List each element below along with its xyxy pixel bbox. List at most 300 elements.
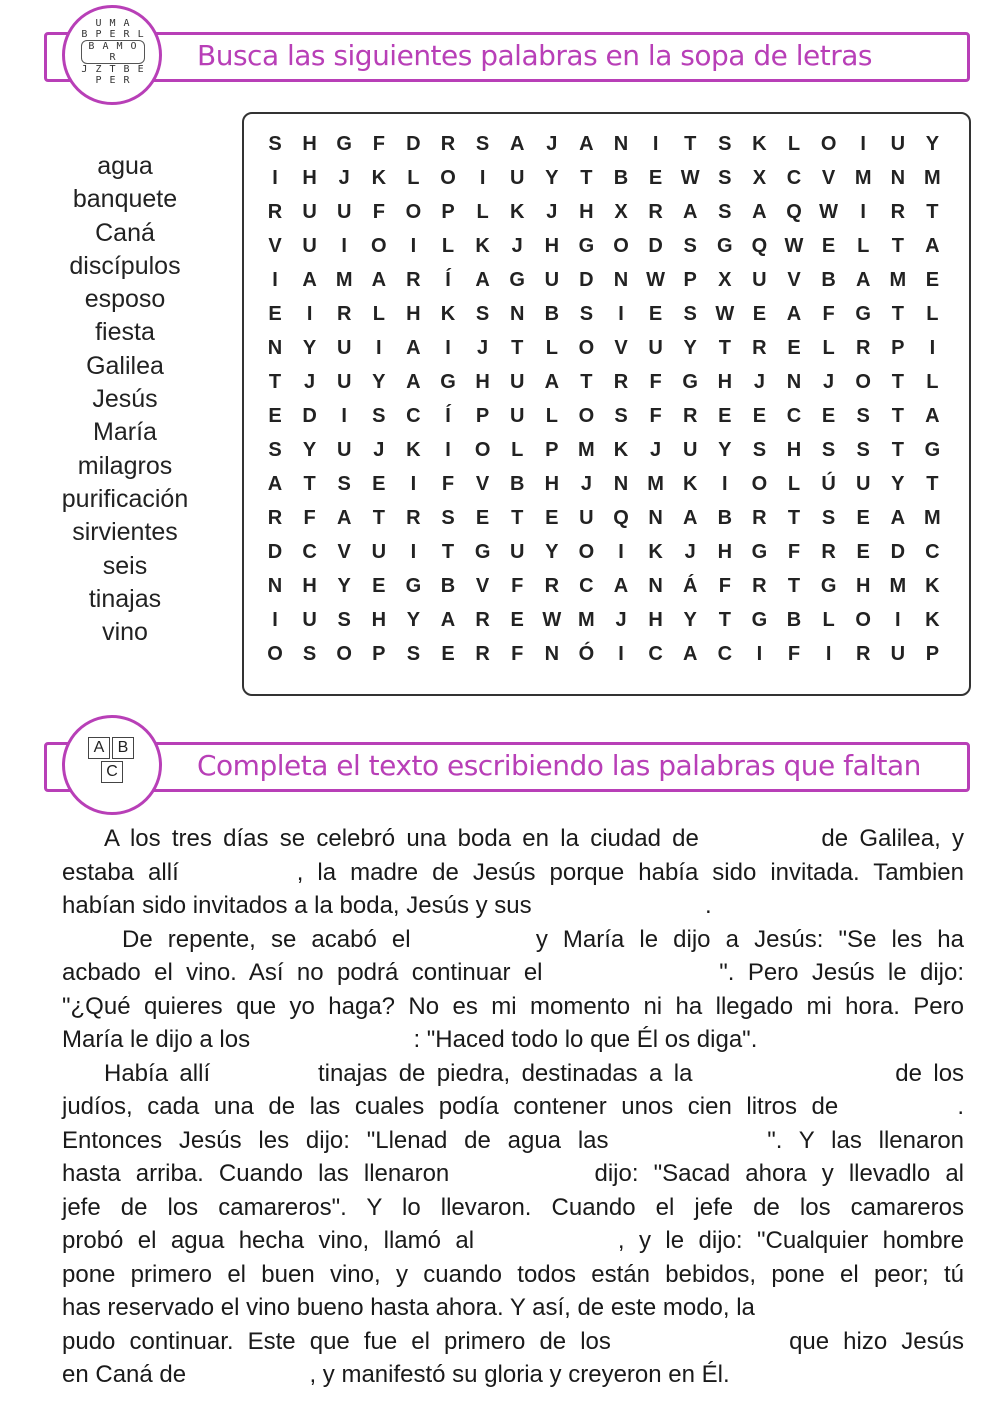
text-line xyxy=(62,990,964,1024)
grid-letter: L xyxy=(441,235,455,257)
grid-letter: A xyxy=(406,337,421,359)
grid-letter: I xyxy=(445,439,451,461)
grid-letter: R xyxy=(855,337,871,359)
text-line xyxy=(62,1124,964,1158)
grid-letter: N xyxy=(648,507,663,529)
grid-letter: U xyxy=(890,133,906,155)
grid-letter: E xyxy=(821,405,836,427)
grid-letter: U xyxy=(855,473,871,495)
grid-letter: T xyxy=(684,133,697,155)
text-segment: hasta arriba. Cuando las llenaron xyxy=(62,1160,450,1187)
grid-letter: I xyxy=(652,133,659,155)
grid-letter: G xyxy=(474,541,491,563)
grid-letter: W xyxy=(715,303,735,325)
section1-title: Busca las siguientes palabras en la sopa de letras xyxy=(197,39,872,72)
text-segment: ". Y las llenaron xyxy=(767,1126,965,1154)
grid-letter: E xyxy=(752,405,767,427)
grid-letter: K xyxy=(925,609,940,631)
grid-letter: O xyxy=(474,439,491,461)
grid-letter: S xyxy=(718,167,732,189)
grid-letter: N xyxy=(890,167,906,189)
grid-letter: R xyxy=(406,507,421,529)
grid-letter: I xyxy=(272,609,278,631)
grid-letter: T xyxy=(718,337,731,359)
grid-letter: Y xyxy=(545,167,559,189)
grid-letter: N xyxy=(509,303,525,325)
text-segment: "¿Qué quieres que yo haga? No es mi momento ni ha llegado mi hora. Pero xyxy=(62,992,964,1020)
grid-letter: B xyxy=(440,575,456,597)
grid-letter: S xyxy=(441,507,455,529)
grid-letter: T xyxy=(718,609,731,631)
grid-letter: U xyxy=(302,201,317,223)
grid-letter: E xyxy=(925,269,940,291)
grid-letter: L xyxy=(857,235,870,257)
grid-letter: O xyxy=(751,473,768,495)
grid-letter: X xyxy=(614,201,628,223)
grid-letter: I xyxy=(376,337,382,359)
grid-letter: E xyxy=(856,507,870,529)
grid-letter: K xyxy=(925,575,940,597)
grid-letter: T xyxy=(268,371,282,393)
grid-letter: N xyxy=(544,643,560,665)
grid-letter: P xyxy=(475,405,490,427)
text-segment: tinajas de piedra, destinadas a la xyxy=(317,1059,693,1087)
grid-letter: W xyxy=(819,201,839,223)
grid-letter: F xyxy=(303,507,316,529)
grid-letter: U xyxy=(302,235,317,257)
text-line xyxy=(62,1224,964,1258)
grid-letter: S xyxy=(614,405,628,427)
grid-letter: M xyxy=(924,167,941,189)
text-segment: pone primero el buen vino, y cuando todos están bebidos, pone el peor; tú xyxy=(62,1260,964,1288)
text-segment: de Galilea, y xyxy=(821,825,965,852)
grid-letter: M xyxy=(578,439,595,461)
word-list-item: agua xyxy=(97,152,153,180)
word-list-item: tinajas xyxy=(88,584,162,613)
grid-letter: I xyxy=(618,643,624,665)
grid-letter: E xyxy=(475,507,490,529)
grid-letter: F xyxy=(511,643,524,665)
grid-letter: S xyxy=(268,133,282,155)
word-list-item: purificación xyxy=(61,484,189,513)
word-list-item: María xyxy=(93,418,157,447)
grid-letter: U xyxy=(579,507,594,529)
grid-letter: U xyxy=(371,541,387,563)
grid-letter: C xyxy=(648,643,663,665)
grid-letter: H xyxy=(406,303,421,325)
grid-letter: V xyxy=(475,473,490,495)
grid-letter: Q xyxy=(613,507,629,529)
grid-letter: O xyxy=(578,405,595,427)
grid-letter: T xyxy=(926,473,939,495)
grid-letter: S xyxy=(337,609,351,631)
word-list-item: Jesús xyxy=(92,385,158,414)
section2-title: Completa el texto escribiendo las palabras que faltan xyxy=(197,749,921,782)
grid-letter: A xyxy=(682,201,698,223)
grid-letter: M xyxy=(335,269,353,291)
grid-letter: K xyxy=(682,473,698,495)
grid-letter: G xyxy=(751,541,768,563)
grid-letter: M xyxy=(889,575,907,597)
grid-letter: Ú xyxy=(821,473,836,495)
grid-letter: A xyxy=(613,575,629,597)
grid-letter: D xyxy=(648,235,663,257)
grid-letter: U xyxy=(509,371,525,393)
grid-letter: S xyxy=(302,643,317,665)
mini-wordsearch-icon: U M A B P E R L B A M O R J Z T B E P E R xyxy=(81,18,145,86)
text-line xyxy=(62,1291,964,1325)
grid-letter: Y xyxy=(683,609,697,631)
word-list-item: vino xyxy=(102,618,148,647)
text-segment: jefe de los camareros". Y lo llevaron. Cuando el jefe de los camareros xyxy=(62,1193,964,1221)
grid-letter: L xyxy=(545,405,558,427)
text-segment: dijo: "Sacad ahora y llevadlo al xyxy=(594,1160,965,1187)
word-list xyxy=(40,150,210,649)
grid-letter: I xyxy=(929,337,936,359)
grid-letter: E xyxy=(510,609,524,631)
grid-letter: L xyxy=(476,201,489,223)
grid-letter: E xyxy=(545,507,559,529)
text-line xyxy=(62,856,964,890)
grid-letter: B xyxy=(821,269,836,291)
grid-letter: H xyxy=(544,235,560,257)
grid-letter: O xyxy=(267,643,283,665)
word-list-item: sirvientes xyxy=(72,518,178,547)
grid-letter: I xyxy=(410,235,417,257)
grid-letter: J xyxy=(615,609,627,631)
grid-letter: I xyxy=(341,235,347,257)
grid-letter: A xyxy=(890,507,906,529)
grid-letter: S xyxy=(475,133,490,155)
grid-letter: U xyxy=(544,269,560,291)
grid-letter: I xyxy=(618,303,624,325)
grid-letter: Y xyxy=(925,133,940,155)
grid-letter: T xyxy=(372,507,385,529)
grid-letter: N xyxy=(648,575,663,597)
grid-letter: I xyxy=(860,201,866,223)
grid-letter: A xyxy=(786,303,802,325)
grid-letter: E xyxy=(821,235,836,257)
grid-letter: K xyxy=(613,439,629,461)
grid-letter: C xyxy=(786,405,802,427)
text-segment: acbado el vino. Así no podrá continuar el xyxy=(62,959,543,986)
grid-letter: R xyxy=(440,133,456,155)
grid-letter: P xyxy=(545,439,559,461)
grid-letter: A xyxy=(371,269,387,291)
grid-letter: U xyxy=(336,371,352,393)
grid-letter: U xyxy=(890,643,906,665)
grid-letter: S xyxy=(856,405,870,427)
grid-letter: C xyxy=(579,575,594,597)
grid-letter: P xyxy=(372,643,386,665)
grid-letter: Q xyxy=(786,201,802,223)
grid-letter: H xyxy=(786,439,802,461)
grid-letter: H xyxy=(371,609,387,631)
grid-letter: O xyxy=(336,643,352,665)
grid-letter: L xyxy=(545,337,558,359)
grid-letter: V xyxy=(787,269,801,291)
grid-letter: J xyxy=(580,473,592,495)
text-segment: que hizo Jesús xyxy=(789,1327,964,1355)
grid-letter: L xyxy=(787,133,801,155)
grid-letter: R xyxy=(267,507,283,529)
grid-letter: Y xyxy=(337,575,351,597)
grid-letter: J xyxy=(684,541,696,563)
grid-letter: S xyxy=(718,133,732,155)
grid-letter: J xyxy=(546,201,558,223)
grid-letter: Y xyxy=(406,609,421,631)
grid-letter: E xyxy=(648,167,663,189)
grid-letter: D xyxy=(890,541,906,563)
grid-letter: W xyxy=(646,269,666,291)
grid-letter: H xyxy=(855,575,871,597)
grid-letter: T xyxy=(891,303,904,325)
grid-letter: F xyxy=(511,575,524,597)
grid-letter: O xyxy=(855,609,871,631)
grid-letter: H xyxy=(475,371,490,393)
grid-letter: K xyxy=(752,133,767,155)
grid-letter: E xyxy=(856,541,870,563)
grid-letter: S xyxy=(683,303,697,325)
grid-letter: A xyxy=(682,643,698,665)
grid-letter: H xyxy=(302,575,317,597)
grid-letter: V xyxy=(821,167,836,189)
text-segment: has reservado el vino bueno hasta ahora. Y así, de este modo, la xyxy=(62,1294,755,1321)
grid-letter: U xyxy=(302,609,317,631)
text-segment: Entonces Jesús les dijo: "Llenad de agua las xyxy=(62,1126,609,1154)
grid-letter: I xyxy=(445,337,451,359)
text-segment: . xyxy=(957,1093,964,1120)
grid-letter: A xyxy=(267,473,283,495)
grid-letter: H xyxy=(648,609,663,631)
grid-letter: O xyxy=(613,235,629,257)
grid-letter: I xyxy=(479,167,486,189)
grid-letter: H xyxy=(302,167,317,189)
text-segment: A los tres días se celebró una boda en la ciudad de xyxy=(104,825,699,852)
grid-letter: E xyxy=(752,303,767,325)
grid-letter: J xyxy=(373,439,385,461)
grid-letter: T xyxy=(891,439,904,461)
text-segment: , la madre de Jesús porque había sido invitada. Tambien xyxy=(296,858,965,886)
grid-letter: Y xyxy=(683,337,697,359)
text-line xyxy=(62,1191,964,1225)
grid-letter: U xyxy=(336,337,352,359)
grid-letter: P xyxy=(925,643,940,665)
grid-letter: K xyxy=(509,201,525,223)
grid-letter: G xyxy=(682,371,698,393)
abc-badge-icon xyxy=(62,715,162,815)
grid-letter: R xyxy=(752,507,767,529)
grid-letter: A xyxy=(925,235,940,257)
grid-letter: O xyxy=(371,235,387,257)
grid-letter: W xyxy=(784,235,804,257)
grid-letter: G xyxy=(509,269,525,291)
grid-letter: S xyxy=(268,439,282,461)
grid-letter: C xyxy=(786,167,802,189)
grid-letter: F xyxy=(441,473,455,495)
grid-letter: E xyxy=(372,473,386,495)
grid-letter: G xyxy=(405,575,422,597)
grid-letter: N xyxy=(613,269,629,291)
grid-letter: L xyxy=(407,167,420,189)
grid-letter: G xyxy=(855,303,871,325)
grid-letter: C xyxy=(717,643,733,665)
grid-letter: R xyxy=(544,575,560,597)
grid-letter: I xyxy=(722,473,728,495)
grid-letter: E xyxy=(718,405,732,427)
grid-letter: R xyxy=(648,201,663,223)
grid-letter: U xyxy=(509,541,525,563)
grid-letter: S xyxy=(856,439,870,461)
grid-letter: J xyxy=(753,371,765,393)
grid-letter: J xyxy=(546,133,558,155)
grid-letter: L xyxy=(822,337,835,359)
grid-letter: F xyxy=(649,405,662,427)
abc-icon: A B C xyxy=(87,736,143,784)
grid-letter: I xyxy=(895,609,901,631)
grid-letter: A xyxy=(475,269,490,291)
grid-letter: C xyxy=(406,405,421,427)
grid-letter: R xyxy=(475,609,490,631)
grid-letter: M xyxy=(578,609,595,631)
grid-letter: O xyxy=(578,541,595,563)
grid-letter: S xyxy=(406,643,421,665)
grid-letter: F xyxy=(718,575,731,597)
text-segment: De repente, se acabó el xyxy=(122,925,411,953)
grid-letter: G xyxy=(336,133,352,155)
text-line xyxy=(62,889,964,923)
grid-letter: I xyxy=(618,541,624,563)
grid-letter: A xyxy=(406,371,421,393)
grid-letter: I xyxy=(272,167,278,189)
text-line xyxy=(62,1325,964,1359)
grid-letter: A xyxy=(302,269,317,291)
grid-letter: D xyxy=(302,405,317,427)
grid-letter: I xyxy=(272,269,278,291)
grid-letter: T xyxy=(891,371,904,393)
grid-letter: H xyxy=(544,473,560,495)
grid-letter: T xyxy=(303,473,316,495)
grid-letter: T xyxy=(580,371,593,393)
grid-letter: K xyxy=(406,439,421,461)
grid-letter: V xyxy=(614,337,628,359)
grid-letter: G xyxy=(751,609,768,631)
grid-letter: S xyxy=(821,439,836,461)
text-segment: ". Pero Jesús le dijo: xyxy=(719,959,965,986)
grid-letter: D xyxy=(267,541,283,563)
grid-letter: F xyxy=(649,371,662,393)
grid-letter: I xyxy=(410,541,417,563)
text-line xyxy=(62,1258,964,1292)
grid-letter: I xyxy=(410,473,417,495)
grid-letter: U xyxy=(336,439,352,461)
grid-letter: K xyxy=(475,235,490,257)
grid-letter: T xyxy=(441,541,455,563)
text-segment: . xyxy=(704,892,712,919)
text-segment: , y manifestó su gloria y creyeron en Él. xyxy=(309,1361,730,1388)
grid-letter: O xyxy=(820,133,837,155)
grid-letter: Y xyxy=(891,473,905,495)
grid-letter: G xyxy=(578,235,595,257)
grid-letter: T xyxy=(926,201,939,223)
grid-letter: S xyxy=(579,303,594,325)
grid-letter: R xyxy=(406,269,421,291)
grid-letter: O xyxy=(855,371,871,393)
word-list-item: Caná xyxy=(95,218,155,247)
text-segment: habían sido invitados a la boda, Jesús y sus xyxy=(62,892,532,919)
fill-in-text xyxy=(62,822,964,1392)
grid-letter: Í xyxy=(445,405,451,427)
grid-letter: T xyxy=(891,235,904,257)
grid-letter: K xyxy=(648,541,663,563)
text-segment: judíos, cada una de las cuales podía contener unos cien litros de xyxy=(62,1093,839,1120)
grid-letter: L xyxy=(926,303,939,325)
grid-letter: M xyxy=(647,473,664,495)
grid-letter: N xyxy=(613,473,629,495)
grid-letter: F xyxy=(372,201,385,223)
text-line xyxy=(62,1157,964,1191)
grid-letter: B xyxy=(509,473,525,495)
grid-letter: A xyxy=(925,405,940,427)
grid-letter: N xyxy=(267,337,283,359)
grid-letter: Y xyxy=(545,541,559,563)
grid-letter: K xyxy=(440,303,456,325)
word-list-item: seis xyxy=(102,551,148,580)
grid-letter: G xyxy=(820,575,837,597)
grid-letter: M xyxy=(854,167,872,189)
grid-letter: E xyxy=(372,575,386,597)
grid-letter: Í xyxy=(445,269,451,291)
word-list-item: discípulos xyxy=(69,251,181,280)
grid-letter: R xyxy=(267,201,283,223)
grid-letter: I xyxy=(341,405,347,427)
grid-letter: U xyxy=(752,269,767,291)
text-segment: : "Haced todo lo que Él os diga". xyxy=(413,1026,758,1053)
grid-letter: O xyxy=(405,201,422,223)
grid-letter: W xyxy=(542,609,562,631)
text-line xyxy=(62,1023,964,1057)
grid-letter: T xyxy=(580,167,593,189)
grid-letter: Y xyxy=(302,337,317,359)
word-list-item: Galilea xyxy=(86,351,164,380)
grid-letter: J xyxy=(511,235,523,257)
grid-letter: S xyxy=(475,303,490,325)
word-list-item: fiesta xyxy=(95,318,155,347)
text-segment: estaba allí xyxy=(62,858,179,886)
grid-letter: S xyxy=(372,405,386,427)
text-line xyxy=(62,1090,964,1124)
grid-letter: G xyxy=(440,371,456,393)
grid-letter: D xyxy=(579,269,594,291)
grid-letter: Ó xyxy=(578,643,595,665)
grid-letter: S xyxy=(718,201,732,223)
grid-letter: T xyxy=(511,507,524,529)
wordsearch-badge-icon xyxy=(62,5,162,105)
grid-letter: Y xyxy=(372,371,386,393)
grid-letter: M xyxy=(889,269,907,291)
grid-letter: R xyxy=(821,541,836,563)
grid-letter: V xyxy=(337,541,351,563)
text-line xyxy=(62,1057,964,1091)
grid-letter: U xyxy=(682,439,698,461)
text-line xyxy=(62,822,964,856)
text-segment: pudo continuar. Este que fue el primero de los xyxy=(62,1327,611,1355)
grid-letter: B xyxy=(717,507,733,529)
grid-letter: I xyxy=(825,643,832,665)
word-list-item: milagros xyxy=(77,451,173,480)
grid-letter: S xyxy=(337,473,351,495)
grid-letter: A xyxy=(682,507,698,529)
